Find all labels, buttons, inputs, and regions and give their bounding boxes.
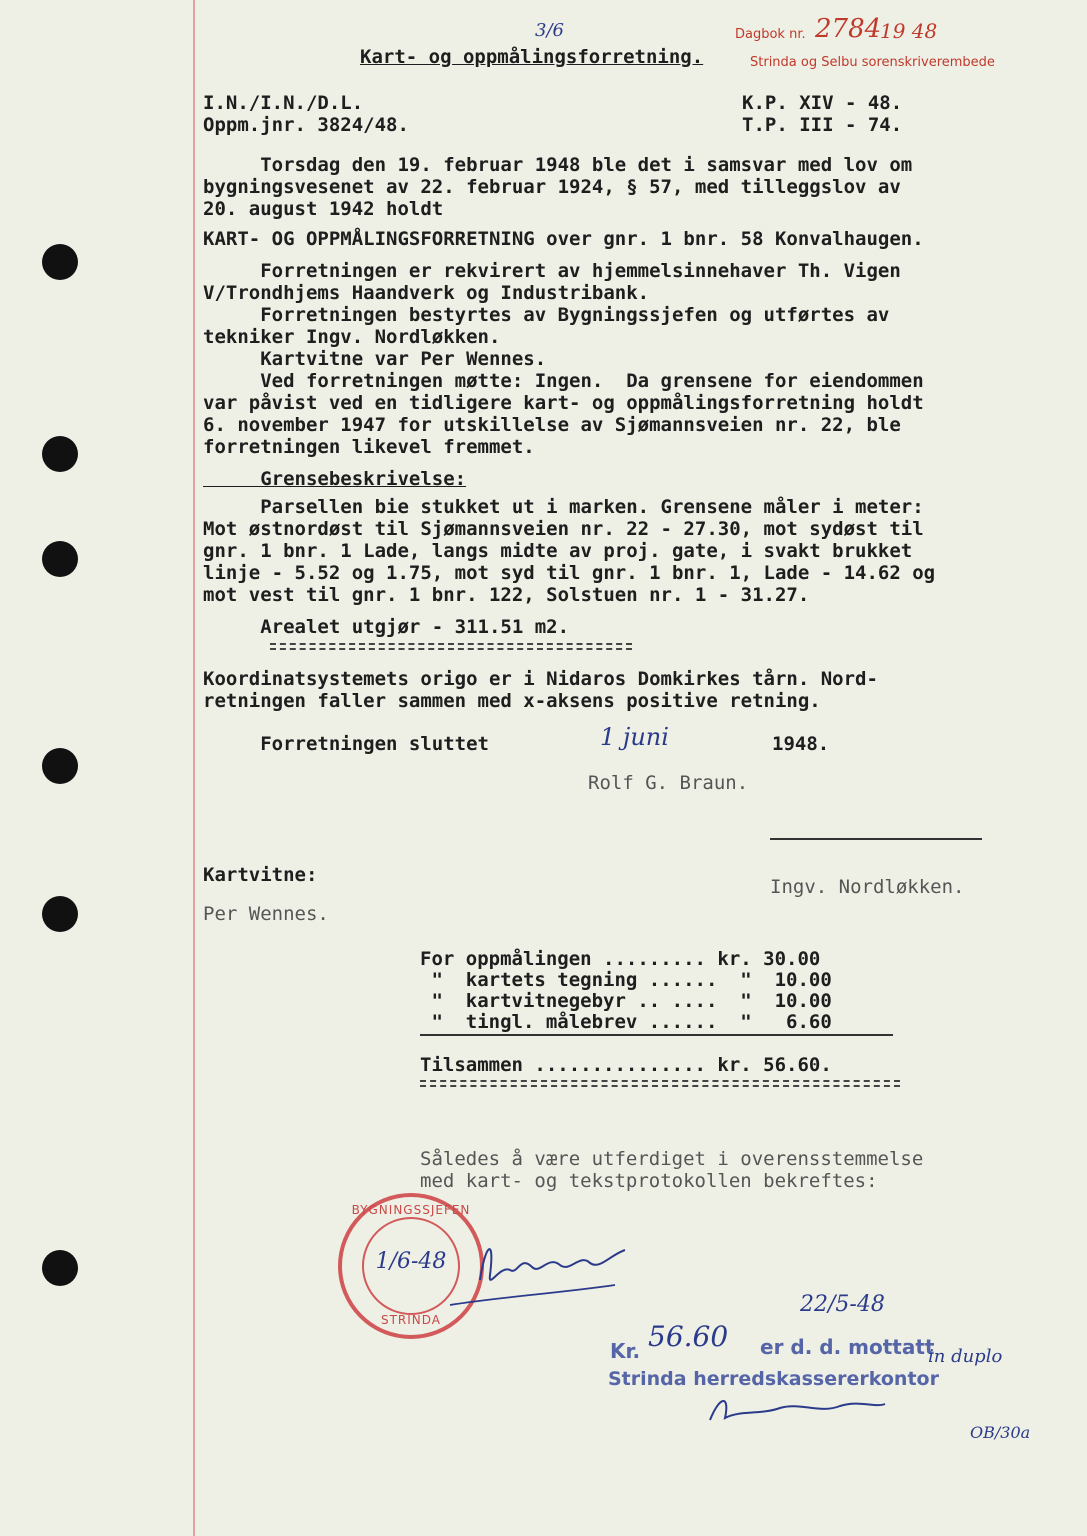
fee-line: " kartvitnegebyr .. .... " 10.00 [420,990,832,1012]
stamp-bottom-text: STRINDA [380,1313,442,1327]
body-line: forretningen likevel fremmet. [203,436,535,458]
witness-name: Per Wennes. [203,903,329,925]
signature-line [770,838,982,840]
receipt-office: Strinda herredskassererkontor [608,1368,939,1390]
punch-hole [42,541,78,577]
punch-hole [42,244,78,280]
receipt-kr-label: Kr. [610,1339,641,1363]
body-line: Ved forretningen møtte: Ingen. Da grensene for eiendommen [203,370,924,392]
ref-right-2: T.P. III - 74. [742,114,903,136]
double-rule [420,1080,900,1082]
double-rule [420,1085,900,1087]
fee-line: " tingl. målebrev ...... " 6.60 [420,1011,832,1033]
witness-label: Kartvitne: [203,864,318,886]
handwritten-signature [440,1225,640,1315]
certification-line: Således å være utferdiget i overensstemmelse [420,1148,924,1170]
signer-name: Rolf G. Braun. [588,772,749,794]
fees-rule [420,1034,893,1036]
boundary-line: gnr. 1 bnr. 1 Lade, langs midte av proj. gate, i svakt brukket [203,540,913,562]
dagbok-year: 19 48 [880,19,938,43]
punch-hole [42,436,78,472]
fee-line: " kartets tegning ...... " 10.00 [420,969,832,991]
body-line: 20. august 1942 holdt [203,198,444,220]
area-line: Arealet utgjør - 311.51 m2. [203,616,570,638]
stamp-top-text: BYGNINGSSJEFEN [351,1203,471,1217]
receipt-date: 22/5-48 [800,1292,885,1317]
fee-line: For oppmålingen ......... kr. 30.00 [420,948,821,970]
double-rule [270,648,632,650]
receipt-signature [700,1390,890,1430]
double-rule [270,643,632,645]
body-line: KART- OG OPPMÅLINGSFORRETNING over gnr. 1 bnr. 58 Konvalhaugen. [203,228,924,250]
corner-mark: OB/30a [970,1423,1031,1442]
receipt-note: in duplo [928,1346,1003,1367]
body-line: Forretningen bestyrtes av Bygningssjefen og utførtes av [203,304,890,326]
ref-left-1: I.N./I.N./D.L. [203,92,364,114]
receipt-text: er d. d. mottatt [760,1335,935,1359]
coord-line: retningen faller sammen med x-aksens positive retning. [203,690,821,712]
stamp-date: 1/6-48 [375,1249,447,1274]
boundary-line: Mot østnordøst til Sjømannsveien nr. 22 - 27.30, mot sydøst til [203,518,924,540]
office-stamp: Strinda og Selbu sorenskriverembede [750,55,995,70]
body-line: V/Trondhjems Haandverk og Industribank. [203,282,650,304]
technician-name: Ingv. Nordløkken. [770,876,965,898]
punch-hole [42,748,78,784]
page-mark: 3/6 [535,20,564,41]
closing-year: 1948. [772,733,830,755]
body-line: var påvist ved en tidligere kart- og oppmålingsforretning holdt [203,392,924,414]
body-line: tekniker Ingv. Nordløkken. [203,326,501,348]
certification-line: med kart- og tekstprotokollen bekreftes: [420,1170,878,1192]
body-line: Forretningen er rekvirert av hjemmelsinnehaver Th. Vigen [203,260,901,282]
boundary-line: mot vest til gnr. 1 bnr. 122, Solstuen nr. 1 - 31.27. [203,584,810,606]
boundary-line: linje - 5.52 og 1.75, mot syd til gnr. 1 bnr. 1, Lade - 14.62 og [203,562,936,584]
document-title: Kart- og oppmålingsforretning. [360,46,704,68]
dagbok-label: Dagbok nr. [735,27,806,42]
boundary-heading: Grensebeskrivelse: [203,468,467,490]
body-line: Torsdag den 19. februar 1948 ble det i samsvar med lov om [203,154,913,176]
boundary-line: Parsellen bie stukket ut i marken. Grensene måler i meter: [203,496,924,518]
ref-left-2: Oppm.jnr. 3824/48. [203,114,409,136]
closing-handwritten-date: 1 juni [600,723,669,751]
punch-hole [42,1250,78,1286]
body-line: 6. november 1947 for utskillelse av Sjømannsveien nr. 22, ble [203,414,901,436]
body-line: bygningsvesenet av 22. februar 1924, § 57, med tilleggslov av [203,176,901,198]
ref-right-1: K.P. XIV - 48. [742,92,903,114]
margin-line [193,0,195,1536]
receipt-amount: 56.60 [648,1320,729,1353]
dagbok-number: 2784 [815,14,882,44]
closing-label: Forretningen sluttet [203,733,489,755]
fees-total: Tilsammen ............... kr. 56.60. [420,1054,832,1076]
punch-hole [42,896,78,932]
body-line: Kartvitne var Per Wennes. [203,348,547,370]
coord-line: Koordinatsystemets origo er i Nidaros Domkirkes tårn. Nord- [203,668,878,690]
